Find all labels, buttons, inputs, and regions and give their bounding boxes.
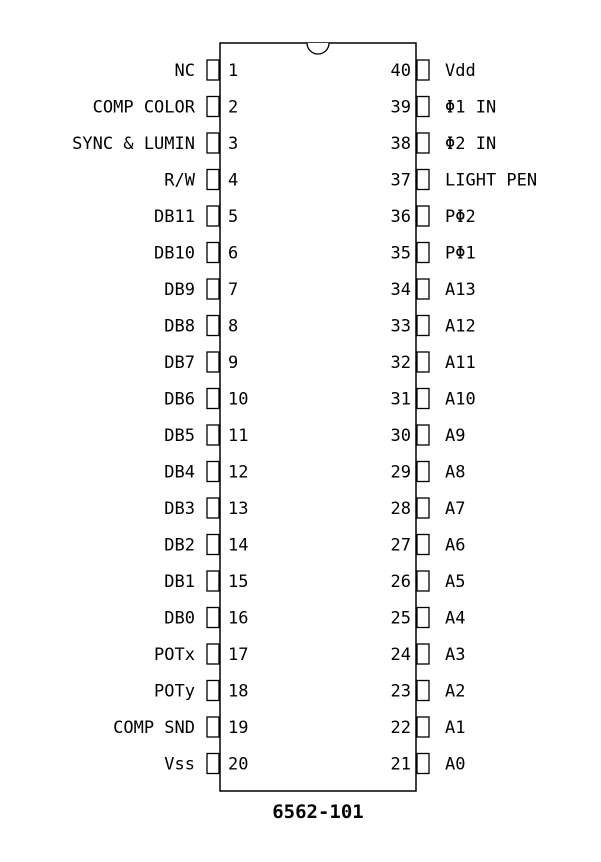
pin-lead bbox=[417, 498, 429, 518]
pin-name: COMP COLOR bbox=[92, 97, 195, 118]
pin-22 bbox=[391, 717, 466, 738]
pin-name: A13 bbox=[445, 280, 476, 300]
pin-lead bbox=[417, 97, 429, 117]
pin-number: 16 bbox=[228, 608, 249, 629]
pin-19 bbox=[113, 717, 248, 738]
pin-number: 1 bbox=[228, 61, 239, 81]
pin-40 bbox=[391, 60, 476, 81]
pin-23 bbox=[391, 681, 466, 702]
pin-name: A6 bbox=[445, 535, 466, 556]
pin-18 bbox=[154, 681, 248, 702]
pin-name: A3 bbox=[445, 645, 466, 665]
pin-lead bbox=[207, 462, 219, 482]
pin-number: 19 bbox=[228, 718, 249, 738]
pin-number: 5 bbox=[228, 207, 239, 227]
pin-32 bbox=[391, 352, 476, 373]
chip-body bbox=[220, 43, 416, 791]
pin-number: 32 bbox=[390, 353, 411, 373]
pin-39 bbox=[391, 97, 497, 118]
pin-name: DB6 bbox=[164, 389, 195, 410]
pin-name: A2 bbox=[445, 681, 466, 702]
pin-17 bbox=[154, 644, 248, 665]
pin-name: DB11 bbox=[154, 207, 195, 227]
pin-name: A7 bbox=[445, 499, 466, 519]
pin-lead bbox=[207, 425, 219, 445]
pin-number: 33 bbox=[390, 316, 411, 337]
pin-lead bbox=[417, 243, 429, 263]
pin-lead bbox=[417, 571, 429, 591]
pin-number: 38 bbox=[390, 134, 411, 154]
pin-name: DB0 bbox=[164, 608, 195, 629]
pin-name: Vss bbox=[164, 754, 195, 775]
pin-9 bbox=[164, 352, 238, 373]
pin-name: A9 bbox=[445, 426, 466, 446]
pin-number: 37 bbox=[390, 170, 411, 191]
pin-name: A11 bbox=[445, 353, 476, 373]
pin-lead bbox=[417, 681, 429, 701]
chip-package bbox=[220, 43, 416, 791]
pin-number: 25 bbox=[390, 608, 411, 629]
pin-number: 13 bbox=[228, 499, 249, 519]
pin-number: 34 bbox=[390, 280, 411, 300]
pin-26 bbox=[391, 571, 466, 592]
pin-8 bbox=[164, 316, 238, 337]
pin-name: DB8 bbox=[164, 316, 195, 337]
pin-lead bbox=[417, 754, 429, 774]
pin-lead bbox=[207, 60, 219, 80]
pin-number: 7 bbox=[228, 280, 239, 300]
pin-lead bbox=[207, 681, 219, 701]
pin-name: DB10 bbox=[154, 243, 195, 264]
pin-name: POTy bbox=[154, 681, 195, 702]
pin-29 bbox=[391, 462, 466, 483]
pin-number: 11 bbox=[228, 426, 249, 446]
pin-number: 31 bbox=[390, 389, 411, 410]
pin-number: 2 bbox=[228, 97, 239, 118]
pin-number: 17 bbox=[228, 645, 249, 665]
pin-lead bbox=[207, 498, 219, 518]
pin-number: 39 bbox=[390, 97, 411, 118]
pin-lead bbox=[207, 170, 219, 190]
pin-name: Φ1 IN bbox=[445, 97, 497, 118]
pin-24 bbox=[391, 644, 466, 665]
pin-name: R/W bbox=[164, 170, 195, 191]
pin-name: A8 bbox=[445, 462, 466, 483]
pin-21 bbox=[391, 754, 466, 775]
pin-number: 28 bbox=[390, 499, 411, 519]
pin-number: 29 bbox=[390, 462, 411, 483]
pin-name: LIGHT PEN bbox=[445, 170, 538, 191]
pin-20 bbox=[164, 754, 248, 775]
pin-number: 10 bbox=[228, 389, 249, 410]
pin-number: 40 bbox=[390, 61, 411, 81]
pin-31 bbox=[391, 389, 476, 410]
pin-lead bbox=[417, 279, 429, 299]
pin-10 bbox=[164, 389, 248, 410]
pin-27 bbox=[391, 535, 466, 556]
pin-number: 35 bbox=[390, 243, 411, 264]
pin-name: DB7 bbox=[164, 353, 195, 373]
pin-4 bbox=[164, 170, 238, 191]
pin-number: 9 bbox=[228, 353, 239, 373]
pin-lead bbox=[417, 60, 429, 80]
pin-name: A1 bbox=[445, 718, 466, 738]
pin-lead bbox=[207, 535, 219, 555]
pin-lead bbox=[417, 206, 429, 226]
pin-number: 36 bbox=[390, 207, 411, 227]
pin-number: 6 bbox=[228, 243, 239, 264]
pin-lead bbox=[207, 352, 219, 372]
pin-33 bbox=[391, 316, 476, 337]
pin-lead bbox=[417, 352, 429, 372]
pin-lead bbox=[417, 535, 429, 555]
pin-name: DB9 bbox=[164, 280, 195, 300]
chip-part-number: 6562-101 bbox=[272, 801, 364, 823]
pin-14 bbox=[164, 535, 248, 556]
pin-lead bbox=[207, 279, 219, 299]
pin-lead bbox=[207, 608, 219, 628]
pin-lead bbox=[207, 206, 219, 226]
pin-lead bbox=[417, 425, 429, 445]
pin-lead bbox=[207, 97, 219, 117]
pin-name: Vdd bbox=[445, 61, 476, 81]
pin-lead bbox=[417, 462, 429, 482]
pin-lead bbox=[207, 243, 219, 263]
pin-12 bbox=[164, 462, 248, 483]
pin-name: NC bbox=[174, 61, 195, 81]
pin-name: A10 bbox=[445, 389, 476, 410]
pin-16 bbox=[164, 608, 248, 629]
pin-lead bbox=[417, 316, 429, 336]
pin-lead bbox=[417, 170, 429, 190]
pin-number: 15 bbox=[228, 572, 249, 592]
pin-number: 12 bbox=[228, 462, 249, 483]
pin-lead bbox=[417, 133, 429, 153]
pin-lead bbox=[207, 133, 219, 153]
pin-name: Φ2 IN bbox=[445, 134, 497, 154]
pin-number: 3 bbox=[228, 134, 239, 154]
pin-name: DB2 bbox=[164, 535, 195, 556]
pin-30 bbox=[391, 425, 466, 446]
pin-number: 23 bbox=[390, 681, 411, 702]
pin-36 bbox=[391, 206, 476, 227]
pin-15 bbox=[164, 571, 248, 592]
pin-name: PΦ1 bbox=[445, 243, 476, 264]
pin-lead bbox=[207, 644, 219, 664]
pin-name: DB1 bbox=[164, 572, 195, 592]
pin-name: A0 bbox=[445, 754, 466, 775]
pin-number: 26 bbox=[390, 572, 411, 592]
pin-name: COMP SND bbox=[113, 718, 195, 738]
pin-name: DB5 bbox=[164, 426, 195, 446]
pin-number: 24 bbox=[390, 645, 411, 665]
pin-lead bbox=[207, 389, 219, 409]
pin-lead bbox=[207, 571, 219, 591]
pin-lead bbox=[417, 389, 429, 409]
pin-34 bbox=[391, 279, 476, 300]
pin-number: 8 bbox=[228, 316, 239, 337]
pin-name: A5 bbox=[445, 572, 466, 592]
pin-lead bbox=[417, 608, 429, 628]
pin-number: 18 bbox=[228, 681, 249, 702]
pin-38 bbox=[391, 133, 497, 154]
pin-2 bbox=[93, 97, 239, 118]
pin-lead bbox=[207, 754, 219, 774]
pin-number: 22 bbox=[390, 718, 411, 738]
pin-name: A4 bbox=[445, 608, 466, 629]
pin-name: POTx bbox=[154, 645, 195, 665]
pin-11 bbox=[164, 425, 248, 446]
pin-3 bbox=[72, 133, 238, 154]
pin-13 bbox=[164, 498, 248, 519]
pin-number: 20 bbox=[228, 754, 249, 775]
pin-name: DB4 bbox=[164, 462, 195, 483]
pin-1 bbox=[175, 60, 239, 81]
pin-28 bbox=[391, 498, 466, 519]
pin-lead bbox=[207, 717, 219, 737]
pin-lead bbox=[417, 717, 429, 737]
pin-35 bbox=[391, 243, 476, 264]
pin-name: PΦ2 bbox=[445, 207, 476, 227]
pin-name: SYNC & LUMIN bbox=[72, 134, 195, 154]
pin-number: 4 bbox=[228, 170, 239, 191]
pin-number: 30 bbox=[390, 426, 411, 446]
pin-lead bbox=[417, 644, 429, 664]
pin-number: 21 bbox=[390, 754, 411, 775]
pin-name: A12 bbox=[445, 316, 476, 337]
pin-lead bbox=[207, 316, 219, 336]
pin-7 bbox=[164, 279, 238, 300]
pin-name: DB3 bbox=[164, 499, 195, 519]
pin-number: 14 bbox=[228, 535, 249, 556]
pin-25 bbox=[391, 608, 466, 629]
pin-number: 27 bbox=[390, 535, 411, 556]
